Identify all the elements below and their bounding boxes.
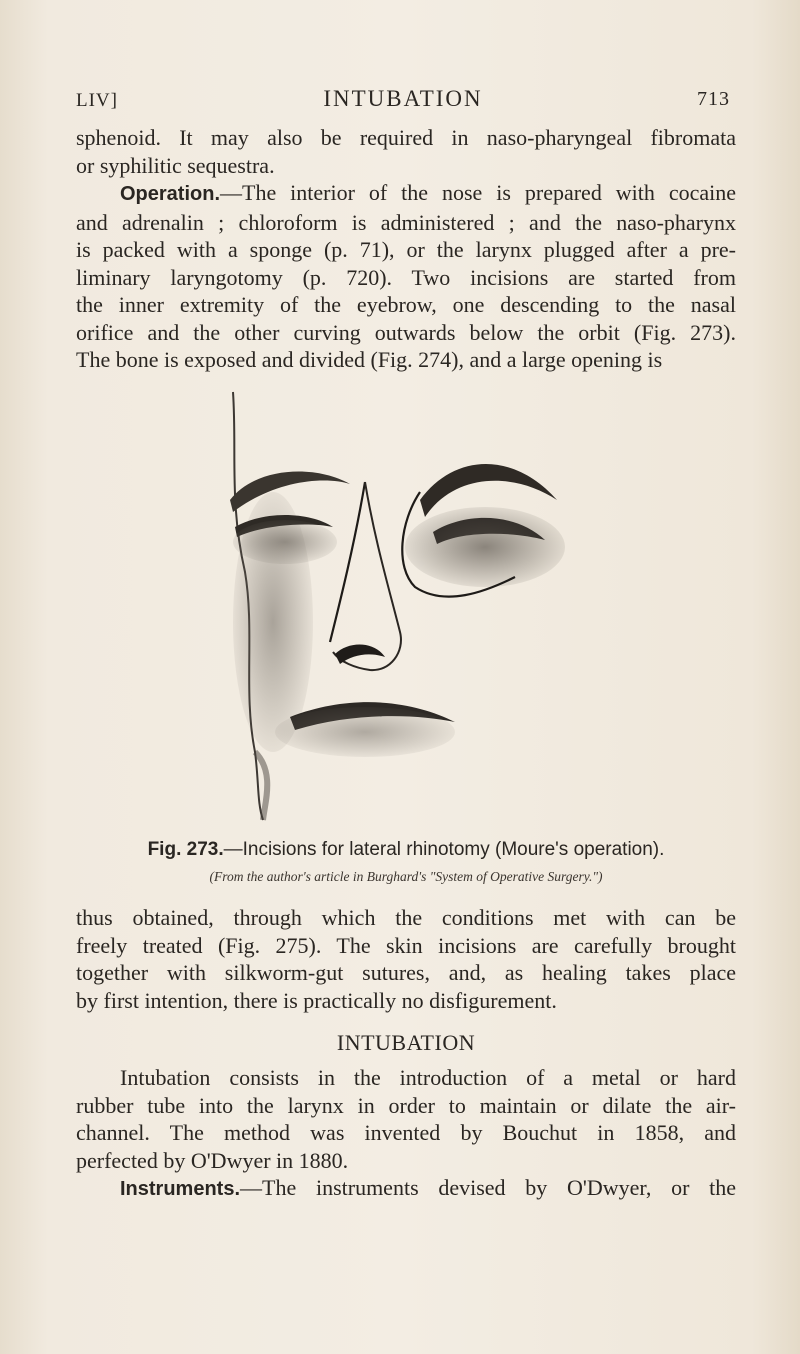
- text-line: freely treated (Fig. 275). The skin incisions are carefully brought: [76, 932, 736, 958]
- paragraph-operation: [76, 179, 736, 374]
- text-line: orifice and the other curving outwards below the orbit (Fig. 273).: [76, 319, 736, 345]
- text-line: or syphilitic sequestra.: [76, 152, 275, 178]
- text-line: by first intention, there is practically no disfigurement.: [76, 987, 557, 1013]
- figure-label: Fig. 273.: [147, 839, 224, 860]
- nostril: [335, 645, 385, 664]
- text-line: the inner extremity of the eyebrow, one descending to the nasal: [76, 292, 736, 317]
- text-line: Instruments.—The instruments devised by O'Dwyer, or the: [120, 1175, 736, 1200]
- running-head: [76, 86, 730, 120]
- running-title: INTUBATION: [323, 86, 483, 111]
- text-line: liminary laryngotomy (p. 720). Two incisions are started from: [76, 264, 736, 290]
- figure-rhinotomy-illustration: [215, 372, 575, 822]
- incision-line-nasal: [330, 482, 365, 642]
- text-line: together with silkworm-gut sutures, and, as healing takes place: [76, 960, 736, 985]
- figure-caption-text: —Incisions for lateral rhinotomy (Moure's operation).: [223, 839, 665, 860]
- paragraph-intubation: [76, 1064, 736, 1174]
- paragraph-instruments: [76, 1174, 736, 1204]
- nose-outline: [333, 482, 401, 670]
- section-heading: INTUBATION: [336, 1030, 476, 1055]
- text-line: Operation.—The interior of the nose is prepared with cocaine: [120, 180, 736, 205]
- paragraph-continuation: [76, 124, 736, 179]
- paragraph-result: [76, 904, 736, 1014]
- figure-credit: (From the author's article in Burghard's "System of Operative Surgery."): [209, 869, 603, 884]
- instruments-heading: Instruments.: [120, 1178, 241, 1200]
- text-line: Intubation consists in the introduction of a metal or hard: [120, 1065, 736, 1090]
- text-line: and adrenalin ; chloroform is administered ; and the naso-pharynx: [76, 209, 736, 235]
- figure-caption: [76, 839, 736, 861]
- text-line: rubber tube into the larynx in order to maintain or dilate the air-: [76, 1092, 736, 1118]
- text-line: thus obtained, through which the conditions met with can be: [76, 905, 736, 930]
- text-line: channel. The method was invented by Bouchut in 1858, and: [76, 1120, 736, 1145]
- page-number: 713: [697, 88, 730, 110]
- operation-heading: Operation.: [120, 183, 221, 205]
- text-line: is packed with a sponge (p. 71), or the larynx plugged after a pre-: [76, 237, 736, 262]
- text-line: perfected by O'Dwyer in 1880.: [76, 1147, 349, 1173]
- text-line: sphenoid. It may also be required in naso-pharyngeal fibromata: [76, 125, 736, 150]
- text-line: The bone is exposed and divided (Fig. 274), and a large opening is: [76, 347, 663, 372]
- chapter-number: LIV]: [76, 90, 118, 111]
